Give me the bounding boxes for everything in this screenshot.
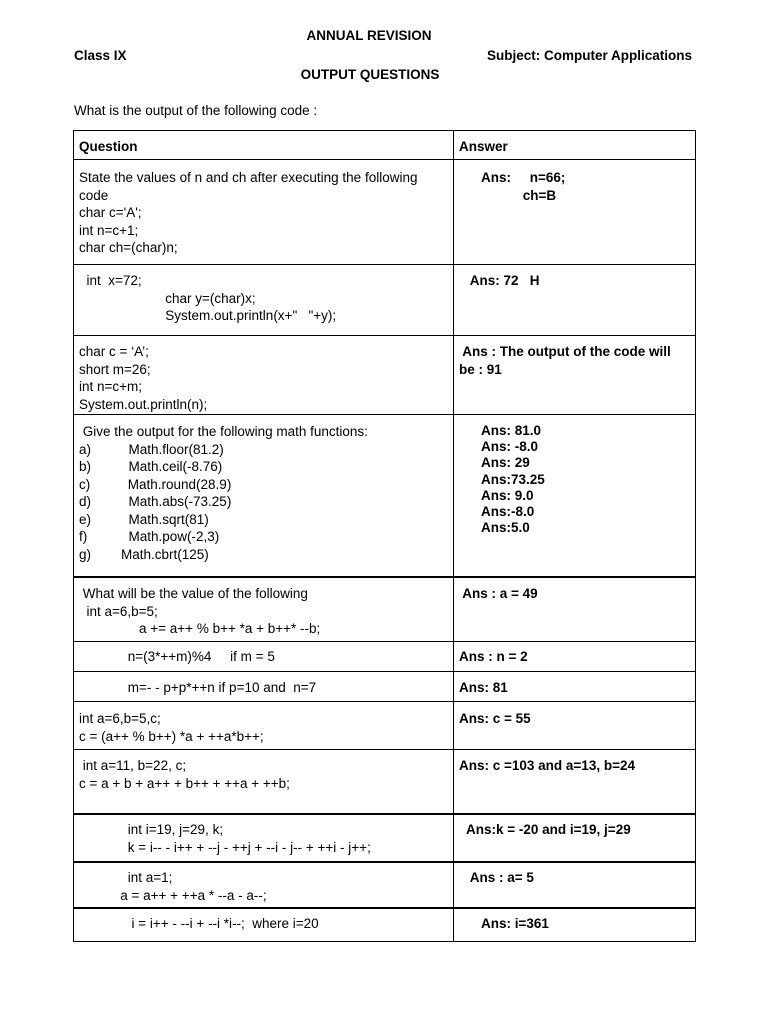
row-divider [73, 159, 696, 160]
question-cell: Give the output for the following math functions: a) Math.floor(81.2) b) Math.ceil(-8.76) c) Math.round(28.9) d) Math.abs(-73.25) e) Math.sqrt(81) f) Math.pow(-2,3) g) Math.cbrt(125) [79, 424, 368, 562]
table-column-divider [453, 130, 454, 942]
answer-cell: Ans: n=66; ch=B [481, 170, 566, 203]
column-header-answer: Answer [459, 139, 508, 154]
question-cell: m=- - p+p*++n if p=10 and n=7 [79, 680, 317, 695]
question-cell: int i=19, j=29, k; k = i-- - i++ + --j - ++j + --i - j-- + ++i - j++; [127, 822, 371, 855]
intro-text: What is the output of the following code : [74, 103, 318, 118]
answer-cell: Ans: 72 H [459, 273, 540, 288]
answer-cell: Ans : a = 49 [459, 586, 538, 601]
table-border-top [73, 130, 696, 131]
row-divider [73, 749, 696, 750]
question-cell: What will be the value of the following int a=6,b=5; a += a++ % b++ *a + b++* --b; [82, 586, 321, 636]
question-cell: int a=6,b=5,c; c = (a++ % b++) *a + ++a*b++; [79, 711, 264, 744]
question-cell: int a=11, b=22, c; c = a + b + a++ + b++ + ++a + ++b; [79, 758, 290, 791]
question-cell: int a=1; a = a++ + ++a * --a - a--; [120, 870, 267, 903]
table-border-left [73, 130, 74, 942]
row-divider [73, 861, 696, 863]
answer-cell: Ans: c = 55 [459, 711, 531, 726]
row-divider [73, 701, 696, 702]
qa-table [73, 130, 696, 942]
column-header-question: Question [79, 139, 138, 154]
answer-cell: Ans: i=361 [459, 916, 549, 931]
row-divider [73, 414, 696, 415]
table-border-bottom [73, 941, 696, 942]
row-divider [73, 641, 696, 642]
question-cell: n=(3*++m)%4 if m = 5 [79, 649, 275, 664]
question-cell: char c = ‘A’; short m=26; int n=c+m; System.out.println(n); [79, 344, 208, 412]
answer-cell: Ans: 81 [459, 680, 508, 695]
subject-label: Subject: Computer Applications [487, 48, 693, 63]
row-divider [73, 907, 696, 909]
question-cell: int x=72; char y=(char)x; System.out.println(x+" "+y); [86, 273, 337, 323]
row-divider [73, 813, 696, 815]
row-divider [73, 671, 696, 672]
question-cell: State the values of n and ch after executing the following code char c='A'; int n=c+1; char ch=(char)n; [79, 170, 418, 255]
document-subtitle: OUTPUT QUESTIONS [300, 67, 440, 82]
table-border-right [695, 130, 696, 942]
answer-cell: Ans: c =103 and a=13, b=24 [459, 758, 635, 773]
answer-cell: Ans: 81.0 Ans: -8.0 Ans: 29 Ans:73.25 Ans: 9.0 Ans:-8.0 Ans:5.0 [481, 423, 545, 536]
answer-cell: Ans : n = 2 [459, 649, 528, 664]
row-divider [73, 576, 696, 578]
answer-cell: Ans:k = -20 and i=19, j=29 [459, 822, 631, 837]
answer-cell: Ans : a= 5 [459, 870, 534, 885]
answer-cell: Ans : The output of the code will be : 91 [459, 344, 671, 377]
question-cell: i = i++ - --i + --i *i--; where i=20 [79, 916, 319, 931]
document-title: ANNUAL REVISION [306, 28, 432, 43]
row-divider [73, 335, 696, 336]
row-divider [73, 264, 696, 265]
class-label: Class IX [74, 48, 127, 63]
